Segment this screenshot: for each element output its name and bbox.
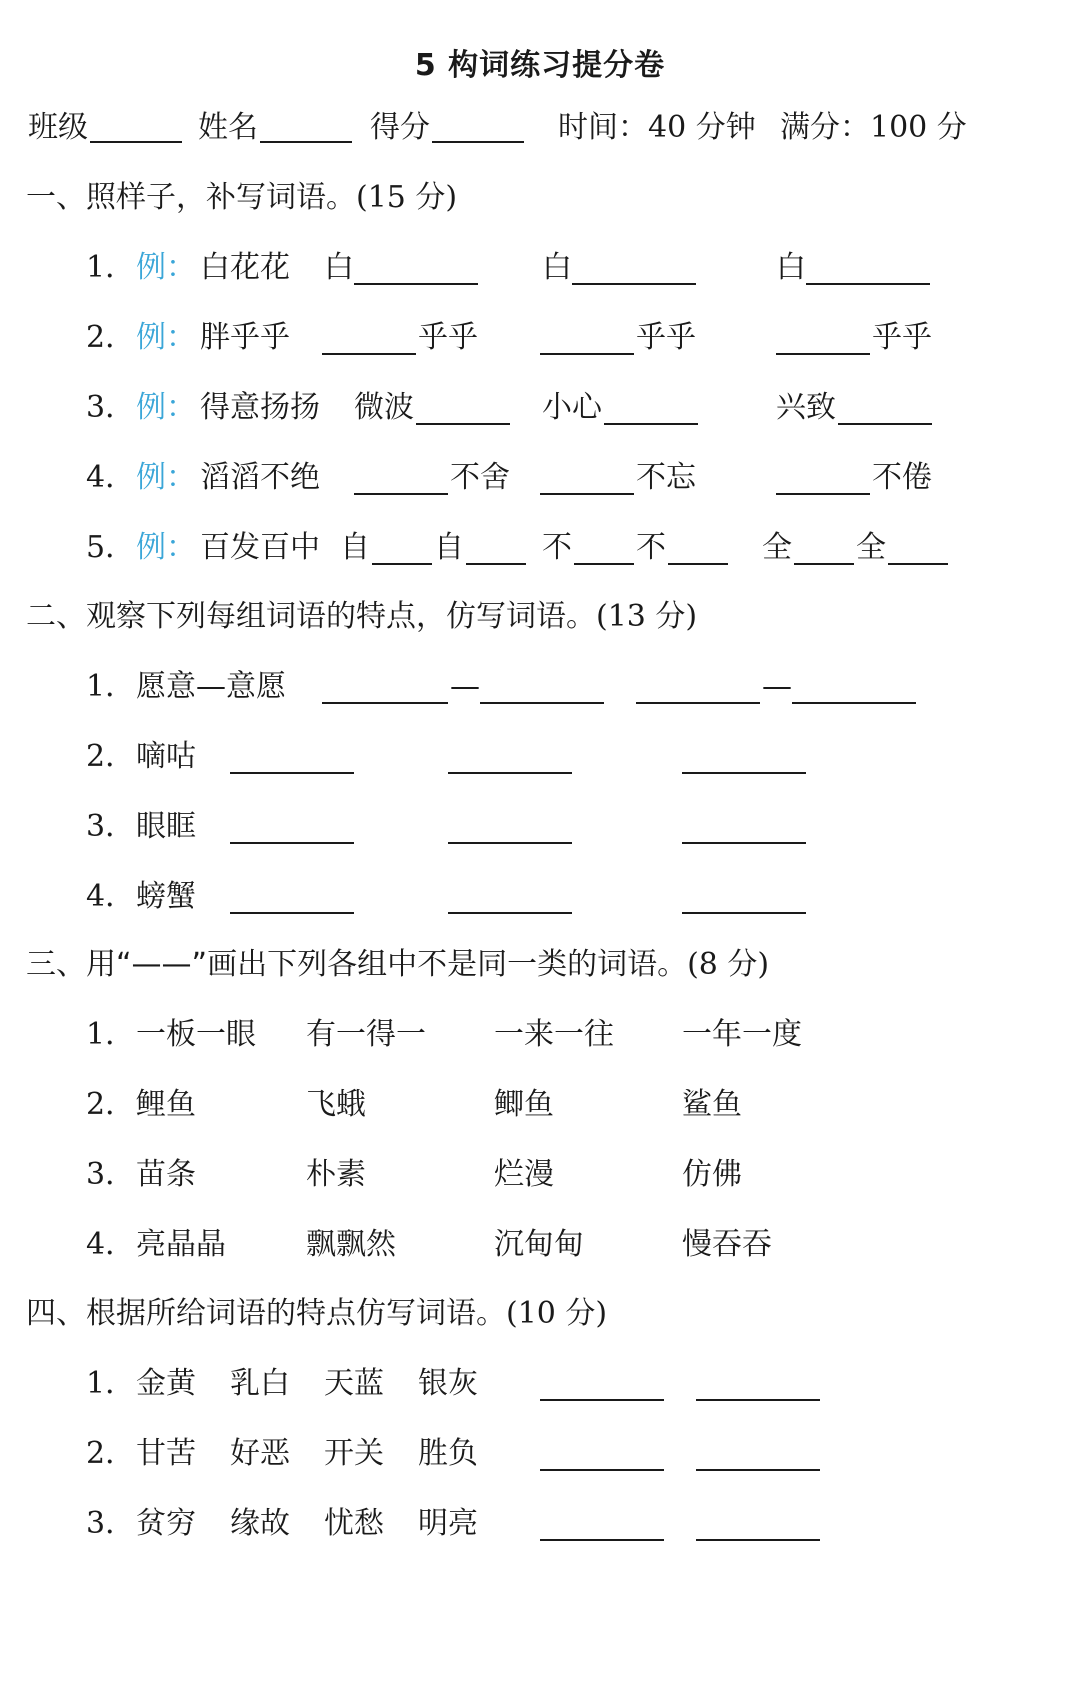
class-blank[interactable] (90, 141, 182, 143)
s3-row3-word-1[interactable]: 苗条 (136, 1157, 196, 1192)
s2-row4-blank-1[interactable] (230, 912, 354, 914)
full-score-text: 满分：100 分 (780, 110, 967, 145)
section-3-heading (26, 947, 770, 982)
s2-row1-blank-1b[interactable] (480, 702, 604, 704)
s1-row2-example: 胖乎乎 (200, 320, 290, 355)
s2-row1-blank-2a[interactable] (636, 702, 760, 704)
s1-row2-suffix-3: 乎乎 (872, 320, 932, 355)
s1-row4-suffix-3: 不倦 (872, 460, 932, 495)
s1-row5-blank-2[interactable] (466, 563, 526, 565)
section-4-heading (26, 1296, 608, 1331)
s2-row1-dash-1: — (450, 669, 480, 704)
s1-row3-blank-1[interactable] (416, 423, 510, 425)
s1-row5-blank-3[interactable] (574, 563, 634, 565)
s2-row3-num: 3． (86, 809, 136, 844)
s3-row2-num: 2． (86, 1087, 136, 1122)
s1-row5-blank-5[interactable] (794, 563, 854, 565)
s3-row4-word-1[interactable]: 亮晶晶 (136, 1227, 226, 1262)
s4-row2-word-3: 开关 (324, 1436, 384, 1471)
s1-row1-example-label: 例： (136, 250, 196, 285)
s1-row3-blank-2[interactable] (604, 423, 698, 425)
s3-row1-word-1[interactable]: 一板一眼 (136, 1017, 256, 1052)
s3-row2-word-3[interactable]: 鲫鱼 (494, 1087, 554, 1122)
s1-row5-num: 5． (86, 530, 136, 565)
s1-row1-num: 1． (86, 250, 136, 285)
s1-row5-char-6: 全 (856, 530, 886, 565)
s2-row1-dash-2: — (762, 669, 792, 704)
s4-row2-blank-1[interactable] (540, 1469, 664, 1471)
s1-row5-char-1: 自 (340, 530, 370, 565)
s1-row4-example-label: 例： (136, 460, 196, 495)
s3-row1-word-4[interactable]: 一年一度 (682, 1017, 802, 1052)
s4-row1-word-3: 天蓝 (324, 1366, 384, 1401)
section-4-score: (10 分) (506, 1296, 608, 1331)
s2-row1-num: 1． (86, 669, 136, 704)
s2-row2-word: 嘀咕 (136, 739, 196, 774)
s2-row4-blank-2[interactable] (448, 912, 572, 914)
s1-row4-example: 滔滔不绝 (200, 460, 320, 495)
s2-row3-word: 眼眶 (136, 809, 196, 844)
class-label: 班级 (28, 110, 88, 145)
s1-row3-num: 3． (86, 390, 136, 425)
s4-row2-num: 2． (86, 1436, 136, 1471)
s4-row2-word-4: 胜负 (418, 1436, 478, 1471)
s1-row5-char-3: 不 (542, 530, 572, 565)
s4-row3-word-1: 贫穷 (136, 1506, 196, 1541)
s4-row1-blank-1[interactable] (540, 1399, 664, 1401)
s1-row1-prefix-1: 白 (324, 250, 354, 285)
s2-row4-word: 螃蟹 (136, 879, 196, 914)
s4-row1-word-2: 乳白 (230, 1366, 290, 1401)
s4-row2-word-2: 好恶 (230, 1436, 290, 1471)
s1-row3-prefix-1: 微波 (354, 390, 414, 425)
page-title: 5 构词练习提分卷 (414, 48, 666, 83)
s1-row4-blank-3[interactable] (776, 493, 870, 495)
s1-row3-prefix-2: 小心 (542, 390, 602, 425)
s3-row3-word-2[interactable]: 朴素 (306, 1157, 366, 1192)
s3-row4-word-4[interactable]: 慢吞吞 (682, 1227, 772, 1262)
s1-row1-blank-1[interactable] (354, 283, 478, 285)
s3-row3-word-4[interactable]: 仿佛 (682, 1157, 742, 1192)
s4-row1-word-4: 银灰 (418, 1366, 478, 1401)
s3-row1-word-3[interactable]: 一来一往 (494, 1017, 614, 1052)
s2-row2-num: 2． (86, 739, 136, 774)
s2-row1-blank-2b[interactable] (792, 702, 916, 704)
section-2-score: (13 分) (596, 599, 698, 634)
s2-row1-blank-1a[interactable] (322, 702, 448, 704)
s1-row5-blank-1[interactable] (372, 563, 432, 565)
s1-row2-example-label: 例： (136, 320, 196, 355)
s1-row2-blank-1[interactable] (322, 353, 416, 355)
s4-row3-blank-2[interactable] (696, 1539, 820, 1541)
section-3-title: 三、用“——”画出下列各组中不是同一类的词语。 (26, 947, 688, 982)
s1-row1-blank-3[interactable] (806, 283, 930, 285)
s1-row4-num: 4． (86, 460, 136, 495)
s4-row3-word-4: 明亮 (418, 1506, 478, 1541)
s4-row3-word-2: 缘故 (230, 1506, 290, 1541)
s4-row1-word-1: 金黄 (136, 1366, 196, 1401)
name-blank[interactable] (260, 141, 352, 143)
s3-row2-word-4[interactable]: 鲨鱼 (682, 1087, 742, 1122)
s1-row1-prefix-3: 白 (776, 250, 806, 285)
s3-row4-num: 4． (86, 1227, 136, 1262)
section-4-title: 四、根据所给词语的特点仿写词语。 (26, 1296, 506, 1331)
s1-row5-char-4: 不 (636, 530, 666, 565)
section-3-score: (8 分) (687, 947, 770, 982)
s3-row3-num: 3． (86, 1157, 136, 1192)
score-blank[interactable] (432, 141, 524, 143)
s3-row3-word-3[interactable]: 烂漫 (494, 1157, 554, 1192)
s2-row2-blank-2[interactable] (448, 772, 572, 774)
s1-row4-suffix-1: 不舍 (450, 460, 510, 495)
s4-row2-blank-2[interactable] (696, 1469, 820, 1471)
s2-row3-blank-3[interactable] (682, 842, 806, 844)
section-1-title: 一、照样子，补写词语。 (26, 180, 356, 215)
s1-row3-example-label: 例： (136, 390, 196, 425)
s1-row5-char-5: 全 (762, 530, 792, 565)
s2-row2-blank-3[interactable] (682, 772, 806, 774)
s3-row2-word-2[interactable]: 飞蛾 (306, 1087, 366, 1122)
s1-row3-blank-3[interactable] (838, 423, 932, 425)
s1-row3-prefix-3: 兴致 (776, 390, 836, 425)
s1-row4-blank-1[interactable] (354, 493, 448, 495)
s1-row5-example: 百发百中 (200, 530, 320, 565)
s1-row3-example: 得意扬扬 (200, 390, 320, 425)
s1-row2-suffix-2: 乎乎 (636, 320, 696, 355)
s1-row2-num: 2． (86, 320, 136, 355)
s4-row1-blank-2[interactable] (696, 1399, 820, 1401)
s1-row1-blank-2[interactable] (572, 283, 696, 285)
s3-row2-word-1[interactable]: 鲤鱼 (136, 1087, 196, 1122)
s3-row1-num: 1． (86, 1017, 136, 1052)
s2-row1-word: 愿意—意愿 (136, 669, 286, 704)
s3-row4-word-2[interactable]: 飘飘然 (306, 1227, 396, 1262)
score-label: 得分 (370, 110, 430, 145)
section-1-heading (26, 180, 458, 215)
s1-row5-blank-6[interactable] (888, 563, 948, 565)
s1-row4-blank-2[interactable] (540, 493, 634, 495)
s1-row2-blank-3[interactable] (776, 353, 870, 355)
s2-row3-blank-2[interactable] (448, 842, 572, 844)
s1-row1-example: 白花花 (200, 250, 290, 285)
section-2-title: 二、观察下列每组词语的特点，仿写词语。 (26, 599, 596, 634)
s1-row5-char-2: 自 (434, 530, 464, 565)
section-1-score: (15 分) (356, 180, 458, 215)
s2-row2-blank-1[interactable] (230, 772, 354, 774)
s2-row4-blank-3[interactable] (682, 912, 806, 914)
time-text: 时间：40 分钟 (558, 110, 756, 145)
s4-row1-num: 1． (86, 1366, 136, 1401)
s3-row4-word-3[interactable]: 沉甸甸 (494, 1227, 584, 1262)
s1-row1-prefix-2: 白 (542, 250, 572, 285)
s4-row2-word-1: 甘苦 (136, 1436, 196, 1471)
s1-row2-blank-2[interactable] (540, 353, 634, 355)
s4-row3-word-3: 忧愁 (324, 1506, 384, 1541)
s2-row3-blank-1[interactable] (230, 842, 354, 844)
s1-row5-blank-4[interactable] (668, 563, 728, 565)
s1-row4-suffix-2: 不忘 (636, 460, 696, 495)
s2-row4-num: 4． (86, 879, 136, 914)
s3-row1-word-2[interactable]: 有一得一 (306, 1017, 426, 1052)
name-label: 姓名 (198, 110, 258, 145)
s1-row2-suffix-1: 乎乎 (418, 320, 478, 355)
section-2-heading (26, 599, 698, 634)
s4-row3-blank-1[interactable] (540, 1539, 664, 1541)
s1-row5-example-label: 例： (136, 530, 196, 565)
s4-row3-num: 3． (86, 1506, 136, 1541)
